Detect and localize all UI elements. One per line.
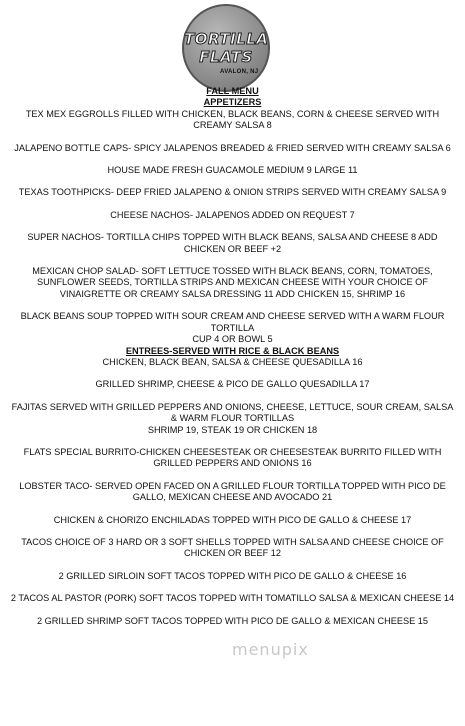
menu-item-chicken-quesadilla: CHICKEN, BLACK BEAN, SALSA & CHEESE QUESADILLA 16 xyxy=(102,356,363,367)
menu-item-al-pastor-tacos: 2 TACOS AL PASTOR (PORK) SOFT TACOS TOPPED WITH TOMATILLO SALSA & MEXICAN CHEESE 14 xyxy=(10,593,455,604)
appetizers-heading: APPETIZERS xyxy=(203,97,262,108)
menu-item-shrimp-quesadilla: GRILLED SHRIMP, CHEESE & PICO DE GALLO QUESADILLA 17 xyxy=(95,379,370,390)
menu-item-sirloin-tacos: 2 GRILLED SIRLOIN SOFT TACOS TOPPED WITH PICO DE GALLO & CHEESE 16 xyxy=(58,570,407,581)
menu-item-cheese-nachos: CHEESE NACHOS- JALAPENOS ADDED ON REQUEST 7 xyxy=(110,209,355,220)
menupix-watermark: menupix xyxy=(232,640,309,659)
logo-line-2: FLATS xyxy=(199,48,253,66)
menu-item-soup-sizes: CUP 4 OR BOWL 5 xyxy=(192,334,273,345)
menu-item-eggrolls: TEX MEX EGGROLLS FILLED WITH CHICKEN, BLACK BEANS, CORN & CHEESE SERVED WITH CREAMY SALSA 8 xyxy=(25,108,440,131)
menu-item-shrimp-tacos: 2 GRILLED SHRIMP SOFT TACOS TOPPED WITH PICO DE GALLO & MEXICAN CHEESE 15 xyxy=(36,615,429,626)
menu-item-super-nachos: SUPER NACHOS- TORTILLA CHIPS TOPPED WITH BLACK BEANS, SALSA AND CHEESE 8 ADD CHICKEN OR BEEF +2 xyxy=(27,232,438,254)
logo-line-1: TORTILLA xyxy=(184,30,269,48)
menu-item-black-bean-soup: BLACK BEANS SOUP TOPPED WITH SOUR CREAM AND CHEESE SERVED WITH A WARM FLOUR TORTILLA xyxy=(20,311,445,333)
menu-item-texas-toothpicks: TEXAS TOOTHPICKS- DEEP FRIED JALAPENO & ONION STRIPS SERVED WITH CREAMY SALSA 9 xyxy=(18,187,447,198)
menu-content xyxy=(8,86,457,627)
menu-item-fajitas: FAJITAS SERVED WITH GRILLED PEPPERS AND ONIONS, CHEESE, LETTUCE, SOUR CREAM, SALSA & WARM FLOUR TORTILLAS xyxy=(11,401,454,424)
menu-title: FALL MENU xyxy=(206,86,259,96)
menu-item-chop-salad: MEXICAN CHOP SALAD- SOFT LETTUCE TOSSED WITH BLACK BEANS, CORN, TOMATOES, SUNFLOWER SEEDS, TORTILLA STRIPS AND MEXICAN CHEESE WITH YOUR CHOICE OF VINAIGRETTE OR CREAMY SALSA DRESSING 11 ADD CHICKEN 15, SHRIMP 16 xyxy=(32,266,433,299)
menu-item-tacos: TACOS CHOICE OF 3 HARD OR 3 SOFT SHELLS TOPPED WITH SALSA AND CHEESE CHOICE OF CHICKEN OR BEEF 12 xyxy=(21,536,444,559)
menu-item-flats-burrito: FLATS SPECIAL BURRITO-CHICKEN CHEESESTEAK OR CHEESESTEAK BURRITO FILLED WITH GRILLED PEPPERS AND ONIONS 16 xyxy=(23,446,442,469)
menu-item-fajita-prices: SHRIMP 19, STEAK 19 OR CHICKEN 18 xyxy=(147,424,318,435)
logo-location: AVALON, NJ xyxy=(220,69,259,75)
menu-item-lobster-taco: LOBSTER TACO- SERVED OPEN FACED ON A GRILLED FLOUR TORTILLA TOPPED WITH PICO DE GALLO, MEXICAN CHEESE AND AVOCADO 21 xyxy=(19,480,446,503)
menu-item-bottle-caps: JALAPENO BOTTLE CAPS- SPICY JALAPENOS BREADED & FRIED SERVED WITH CREAMY SALSA 6 xyxy=(14,142,451,153)
menu-item-enchiladas: CHICKEN & CHORIZO ENCHILADAS TOPPED WITH PICO DE GALLO & CHEESE 17 xyxy=(53,514,412,525)
menu-item-guacamole: HOUSE MADE FRESH GUACAMOLE MEDIUM 9 LARGE 11 xyxy=(107,165,358,176)
tortilla-flats-logo xyxy=(182,4,270,92)
entrees-heading: ENTREES-SERVED WITH RICE & BLACK BEANS xyxy=(125,345,340,356)
